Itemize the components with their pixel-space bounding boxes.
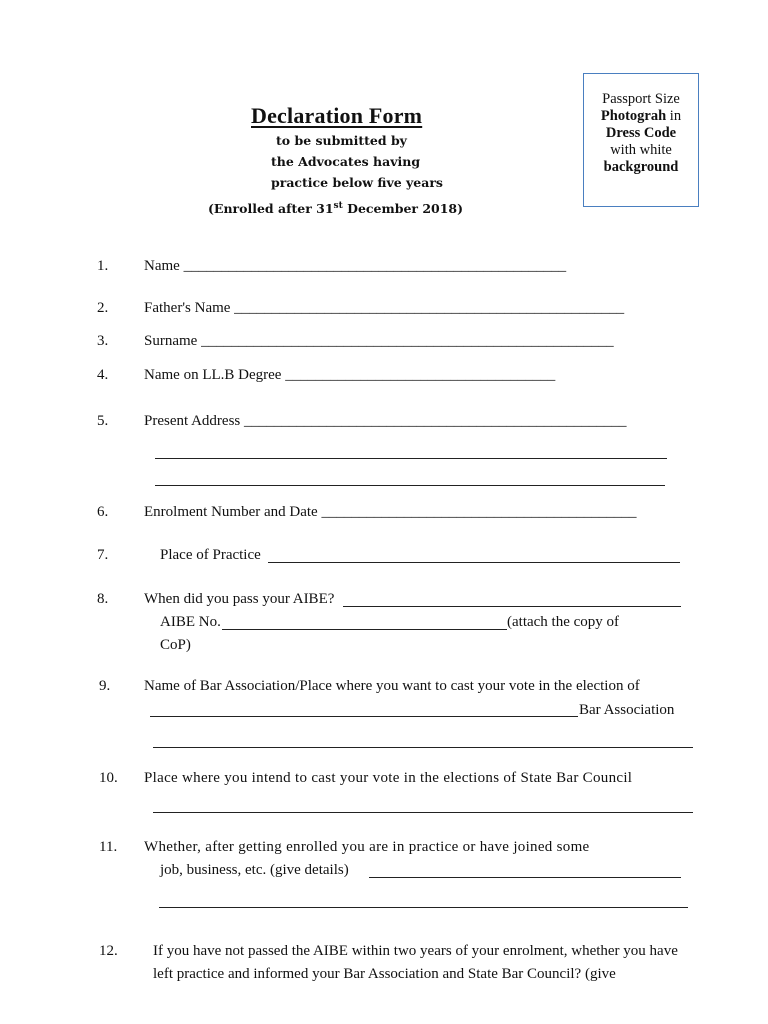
enrolled-note-sup: st [333,201,343,211]
form-title: Declaration Form [251,103,423,128]
bar-association-line-2[interactable] [153,747,693,748]
enrolled-note-post: December 2018) [342,201,464,217]
item-9-label: Name of Bar Association/Place where you want to cast your vote in the election of [144,678,640,694]
item-12-label-cont: left practice and informed your Bar Association and State Bar Council? (give [153,966,616,982]
item-1-number: 1. [97,258,109,274]
photo-box-line5: background [603,159,679,175]
item-7-label: Place of Practice [160,547,261,563]
item-12-label: If you have not passed the AIBE within two years of your enrolment, whether you have [153,943,678,959]
item-11-label: Whether, after getting enrolled you are in practice or have joined some [144,839,590,855]
aibe-no-line[interactable] [222,629,507,630]
item-1-name-field[interactable]: Name ___________________________________________________ [144,258,567,274]
job-details-line-2[interactable] [159,907,688,908]
item-9-number: 9. [99,678,111,694]
photo-box-line1: Passport Size [602,91,680,107]
photo-box-line4: with white [610,142,672,158]
item-11-details-label: job, business, etc. (give details) [160,862,349,878]
photo-box-line3: Dress Code [605,125,677,141]
bar-association-suffix: Bar Association [579,702,675,718]
item-2-number: 2. [97,300,109,316]
item-10-number: 10. [99,770,118,786]
aibe-pass-line[interactable] [343,606,681,607]
address-line-2[interactable] [155,458,667,459]
item-8-label: When did you pass your AIBE? [144,591,335,607]
aibe-attach-note: (attach the copy of [507,614,620,630]
photo-box-line2-rest: in [666,108,682,124]
item-5-address-field[interactable]: Present Address ___________________________________________________ [144,413,627,429]
place-of-practice-line[interactable] [268,562,680,563]
item-3-surname-field[interactable]: Surname _______________________________________________________ [144,333,614,349]
item-8-number: 8. [97,591,109,607]
photo-box-line2-bold: Photograh [600,108,667,124]
item-4-llb-name-field[interactable]: Name on LL.B Degree ____________________________________ [144,367,556,383]
bar-association-line[interactable] [150,716,578,717]
item-6-number: 6. [97,504,109,520]
item-10-label: Place where you intend to cast your vote in the elections of State Bar Council [144,770,633,786]
item-6-enrolment-field[interactable]: Enrolment Number and Date __________________________________________ [144,504,637,520]
address-line-3[interactable] [155,485,665,486]
subtitle-line3: practice below five years [271,175,443,190]
enrolled-note [208,201,463,216]
item-2-father-name-field[interactable]: Father's Name ____________________________________________________ [144,300,625,316]
state-bar-council-line[interactable] [153,812,693,813]
subtitle-line2: the Advocates having [271,154,421,169]
item-3-number: 3. [97,333,109,349]
aibe-cop-note: CoP) [160,637,191,653]
photo-box-line2 [584,108,698,125]
item-11-number: 11. [99,839,118,855]
enrolled-note-pre: (Enrolled after 31 [208,201,334,217]
item-12-number: 12. [99,943,118,959]
job-details-line[interactable] [369,877,681,878]
subtitle-line1: to be submitted by [276,133,407,148]
passport-photo-box [583,73,699,207]
item-7-number: 7. [97,547,109,563]
item-5-number: 5. [97,413,109,429]
aibe-no-label: AIBE No. [160,614,221,630]
item-4-number: 4. [97,367,109,383]
